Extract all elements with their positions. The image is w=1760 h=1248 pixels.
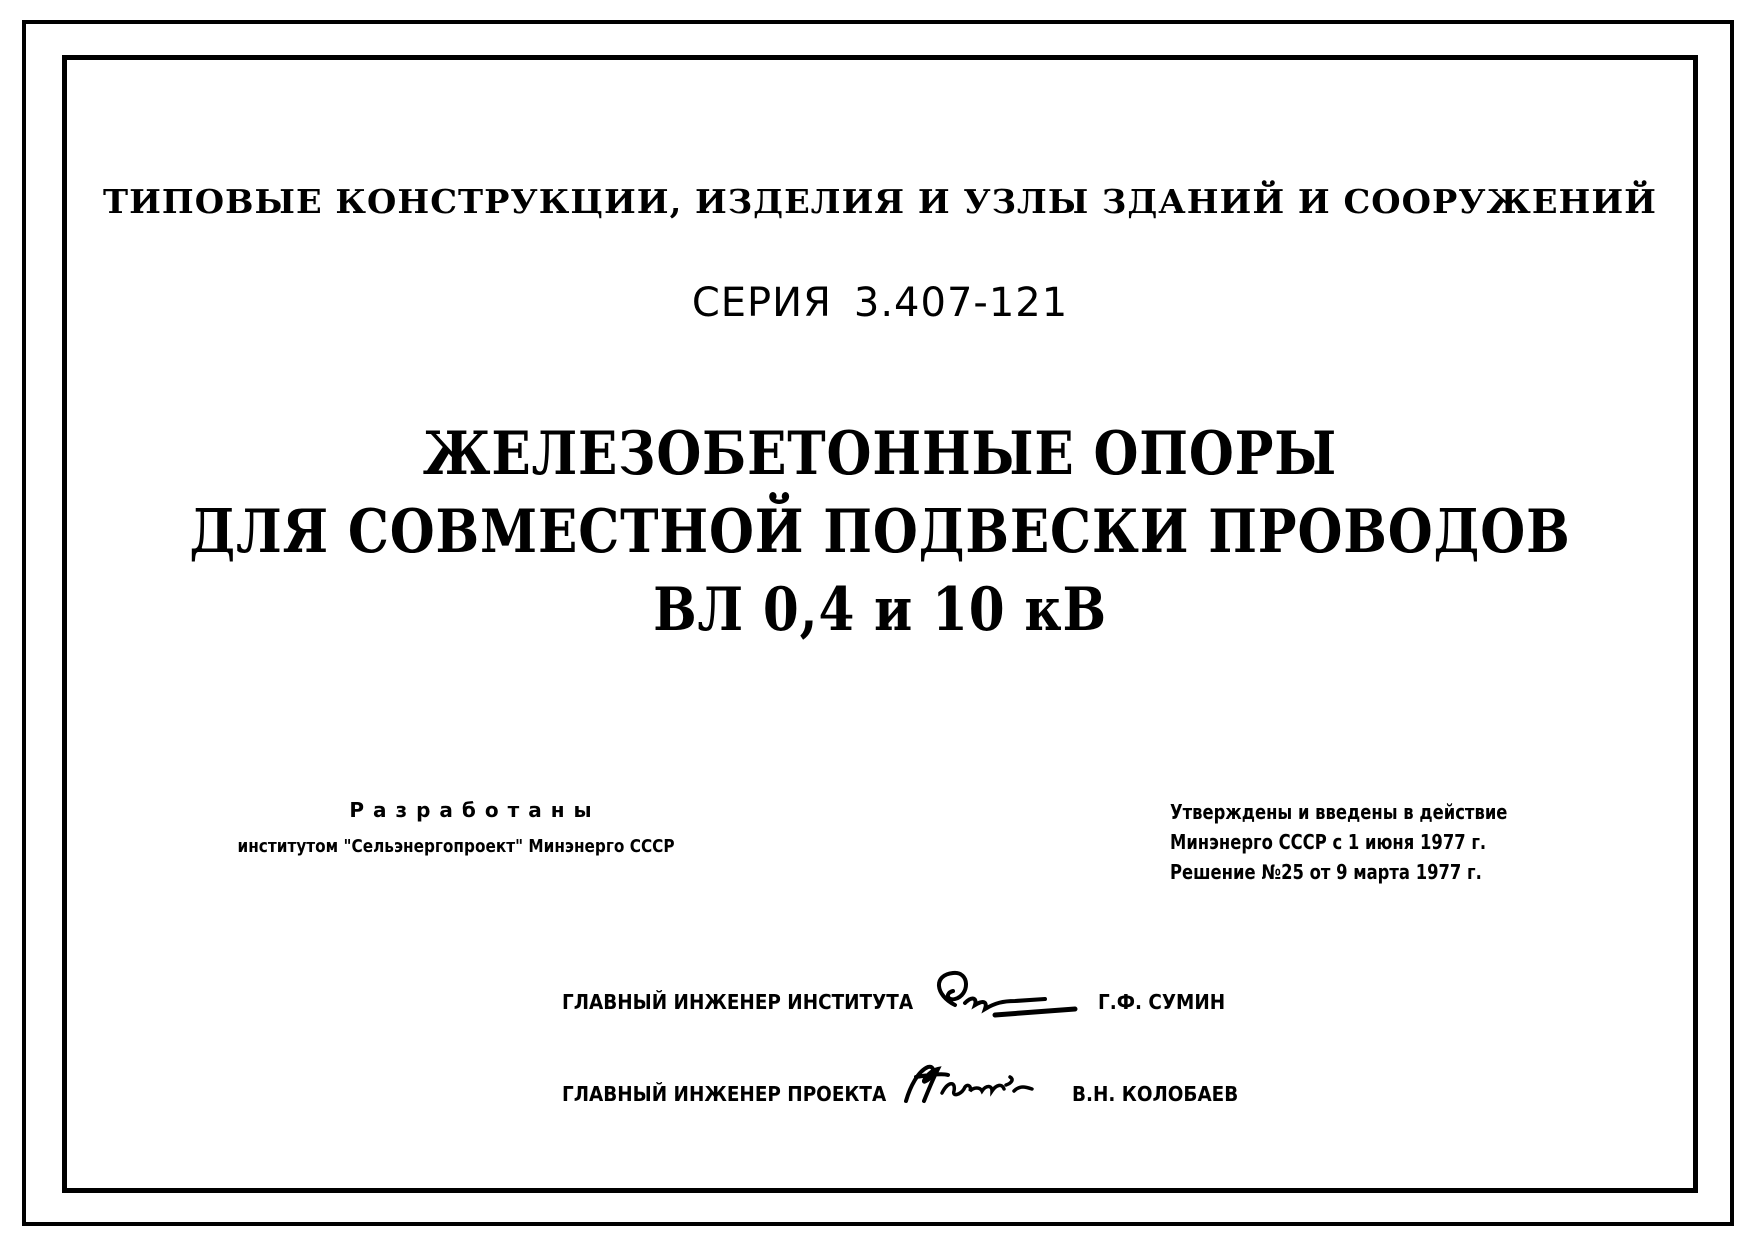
handwritten-signature-icon (925, 965, 1085, 1035)
developed-label: Разработаны (349, 798, 601, 822)
approval-line-1: Утверждены и введены в действие (1170, 800, 1508, 824)
title-line-1: ЖЕЛЕЗОБЕТОННЫЕ ОПОРЫ (422, 419, 1338, 489)
title-line-3: ВЛ 0,4 и 10 кВ (653, 575, 1107, 645)
developed-by-block (200, 798, 700, 857)
series-header: ТИПОВЫЕ КОНСТРУКЦИИ, ИЗДЕЛИЯ И УЗЛЫ ЗДАНИЙ И СООРУЖЕНИЙ (103, 182, 1657, 221)
approval-line-2: Минэнерго СССР с 1 июня 1977 г. (1170, 830, 1487, 854)
approval-block (1170, 797, 1507, 887)
signatory-role: ГЛАВНЫЙ ИНЖЕНЕР ПРОЕКТА (562, 1082, 887, 1106)
approval-line-3: Решение №25 от 9 марта 1977 г. (1170, 860, 1482, 884)
handwritten-signature-icon (898, 1057, 1058, 1117)
document-title (0, 415, 1760, 649)
title-line-2: ДЛЯ СОВМЕСТНОЙ ПОДВЕСКИ ПРОВОДОВ (189, 497, 1571, 567)
series-designation (0, 280, 1760, 326)
signatory-name: В.Н. КОЛОБАЕВ (1072, 1082, 1239, 1106)
signatory-name: Г.Ф. СУМИН (1098, 990, 1226, 1014)
signatory-role: ГЛАВНЫЙ ИНЖЕНЕР ИНСТИТУТА (562, 990, 914, 1014)
series-number: 3.407-121 (853, 280, 1069, 326)
developer-organization: институтом "Сельэнергопроект" Минэнерго СССР (237, 836, 675, 857)
series-label: СЕРИЯ (691, 280, 832, 326)
